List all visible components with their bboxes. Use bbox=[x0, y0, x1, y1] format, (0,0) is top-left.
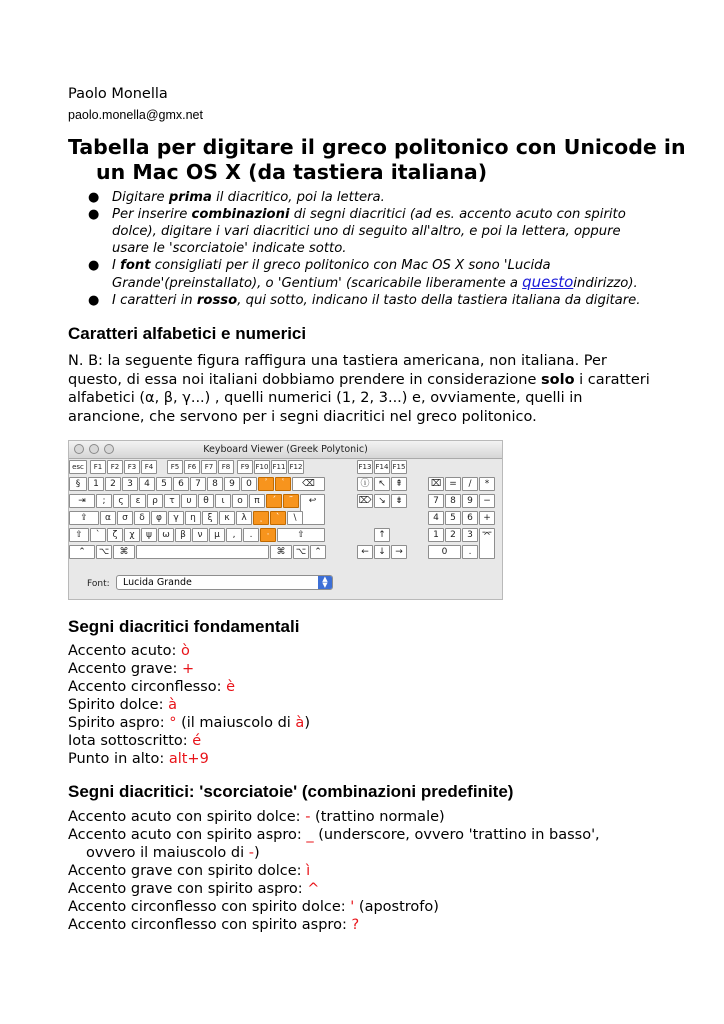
key-f[interactable]: φ bbox=[151, 511, 167, 525]
key-c[interactable]: ψ bbox=[141, 528, 157, 542]
key-q[interactable]: ; bbox=[96, 494, 112, 508]
page-title bbox=[68, 135, 688, 185]
key-num-equals[interactable]: = bbox=[445, 477, 461, 491]
key-capslock[interactable]: ⇪ bbox=[69, 511, 99, 525]
note-text: I bbox=[112, 258, 121, 273]
shortcut-label: Accento circonflesso con spirito dolce: bbox=[68, 899, 351, 915]
key-return[interactable]: ↩ bbox=[300, 494, 325, 525]
key-num-0[interactable]: 0 bbox=[428, 545, 461, 559]
key-e[interactable]: ε bbox=[130, 494, 146, 508]
key-num-7[interactable]: 7 bbox=[428, 494, 444, 508]
key-0[interactable]: 0 bbox=[241, 477, 257, 491]
paragraph-line: alfabetici (α, β, γ...) , quelli numerici (1, 2, 3...) e, ovviamente, quelli in bbox=[68, 390, 583, 406]
key-n[interactable]: ν bbox=[192, 528, 208, 542]
download-link[interactable]: questo bbox=[522, 273, 574, 291]
key-a[interactable]: α bbox=[100, 511, 116, 525]
note-text: Per inserire bbox=[112, 207, 192, 222]
key-esc[interactable]: esc bbox=[69, 460, 87, 474]
font-select-value: Lucida Grande bbox=[123, 577, 192, 588]
author-email: paolo.monella@gmx.net bbox=[68, 108, 203, 122]
note-text: il diacritico, poi la lettera. bbox=[211, 190, 385, 205]
paragraph-text: i caratteri bbox=[574, 371, 650, 388]
shortcut-note: (trattino normale) bbox=[310, 809, 445, 825]
key-command-right[interactable]: ⌘ bbox=[270, 545, 292, 559]
section-paragraph bbox=[68, 352, 668, 426]
diacritic-label: Punto in alto: bbox=[68, 751, 169, 767]
diacritic-key: è bbox=[226, 679, 236, 695]
list-item bbox=[68, 696, 310, 714]
key-f9[interactable]: F9 bbox=[237, 460, 253, 474]
diacritic-key: à bbox=[168, 697, 177, 713]
up-down-arrows-icon: ▲ ▼ bbox=[318, 576, 332, 589]
section-heading-shortcuts: Segni diacritici: 'scorciatoie' (combinazioni predefinite) bbox=[68, 782, 514, 801]
key-num-plus[interactable]: + bbox=[479, 511, 495, 525]
list-item bbox=[68, 808, 600, 826]
font-label: Font: bbox=[87, 579, 110, 589]
note-emphasis: combinazioni bbox=[191, 207, 290, 222]
key-pagedown[interactable]: ⇟ bbox=[391, 494, 407, 508]
key-arrow-left[interactable]: ← bbox=[357, 545, 373, 559]
key-shift-left[interactable]: ⇧ bbox=[69, 528, 89, 542]
key-forward-delete[interactable]: ⌦ bbox=[358, 496, 372, 506]
diacritic-label: Accento circonflesso: bbox=[68, 679, 227, 695]
diacritic-key: alt+9 bbox=[168, 751, 209, 767]
shortcut-key: _ bbox=[306, 827, 314, 843]
shortcut-label: Accento grave con spirito aspro: bbox=[68, 881, 308, 897]
list-item bbox=[68, 206, 668, 257]
note-text: Digitare bbox=[112, 190, 169, 205]
key-option-right[interactable]: ⌥ bbox=[293, 545, 309, 559]
note-text: usare le 'scorciatoie' indicate sotto. bbox=[112, 241, 347, 256]
key-control-right[interactable]: ⌃ bbox=[310, 545, 326, 559]
key-option-left[interactable]: ⌥ bbox=[96, 545, 112, 559]
list-item bbox=[68, 660, 310, 678]
list-item bbox=[68, 898, 600, 916]
key-r[interactable]: ρ bbox=[147, 494, 163, 508]
key-z[interactable]: ζ bbox=[107, 528, 123, 542]
shortcut-key: ^ bbox=[307, 881, 320, 897]
key-diacritic[interactable]: ` bbox=[270, 511, 286, 525]
note-emphasis: font bbox=[120, 258, 151, 273]
title-line-2: un Mac OS X (da tastiera italiana) bbox=[96, 160, 488, 184]
shortcut-note: (underscore, ovvero 'trattino in basso', bbox=[313, 827, 600, 843]
key-3[interactable]: 3 bbox=[122, 477, 138, 491]
paragraph-emphasis: solo bbox=[541, 371, 575, 388]
diacritic-label: Spirito aspro: bbox=[68, 715, 170, 731]
key-num-4[interactable]: 4 bbox=[428, 511, 444, 525]
diacritic-key: ° bbox=[169, 715, 177, 731]
diacritic-key: ò bbox=[180, 643, 190, 659]
key-f5[interactable]: F5 bbox=[167, 460, 183, 474]
key-num-enter[interactable]: ⌤ bbox=[479, 528, 495, 559]
key-5[interactable]: 5 bbox=[156, 477, 172, 491]
list-item bbox=[68, 189, 668, 206]
key-f1[interactable]: F1 bbox=[90, 460, 106, 474]
key-diacritic[interactable]: ῀ bbox=[283, 494, 299, 508]
key-section[interactable]: § bbox=[69, 477, 87, 491]
instructions-list bbox=[68, 189, 668, 309]
key-p[interactable]: π bbox=[249, 494, 265, 508]
key-clear[interactable]: ⌧ bbox=[428, 477, 444, 491]
key-9[interactable]: 9 bbox=[224, 477, 240, 491]
key-shift-right[interactable]: ⇧ bbox=[277, 528, 325, 542]
font-select[interactable] bbox=[116, 575, 333, 590]
list-item bbox=[68, 732, 310, 750]
diacritic-label: Accento acuto: bbox=[68, 643, 181, 659]
key-comma[interactable]: , bbox=[226, 528, 242, 542]
key-arrow-right[interactable]: → bbox=[391, 545, 407, 559]
key-pageup[interactable]: ⇞ bbox=[391, 477, 407, 491]
bullet-icon: ● bbox=[88, 207, 100, 222]
key-diacritic[interactable]: ͺ bbox=[253, 511, 269, 525]
key-6[interactable]: 6 bbox=[173, 477, 189, 491]
key-f12[interactable]: F12 bbox=[288, 460, 304, 474]
key-num-minus[interactable]: − bbox=[479, 494, 495, 508]
key-j[interactable]: ξ bbox=[202, 511, 218, 525]
bullet-icon: ● bbox=[88, 190, 100, 205]
key-2[interactable]: 2 bbox=[105, 477, 121, 491]
key-arrow-up[interactable]: ↑ bbox=[374, 528, 390, 542]
window-titlebar bbox=[69, 441, 502, 459]
key-b[interactable]: β bbox=[175, 528, 191, 542]
bullet-icon: ● bbox=[88, 293, 100, 308]
key-f15[interactable]: F15 bbox=[391, 460, 407, 474]
minimize-icon[interactable] bbox=[89, 444, 99, 454]
list-item bbox=[68, 826, 600, 844]
author-name: Paolo Monella bbox=[68, 86, 168, 102]
key-command-left[interactable]: ⌘ bbox=[113, 545, 135, 559]
key-f11[interactable]: F11 bbox=[271, 460, 287, 474]
diacritic-key: + bbox=[181, 661, 195, 677]
key-num-5[interactable]: 5 bbox=[445, 511, 461, 525]
key-f8[interactable]: F8 bbox=[218, 460, 234, 474]
key-w[interactable]: ς bbox=[113, 494, 129, 508]
key-num-3[interactable]: 3 bbox=[462, 528, 478, 542]
paragraph-line: N. B: la seguente figura raffigura una tastiera americana, non italiana. Per bbox=[68, 353, 607, 369]
key-help[interactable]: ⓘ bbox=[357, 477, 373, 491]
section-heading-diacritics: Segni diacritici fondamentali bbox=[68, 617, 300, 636]
key-f14[interactable]: F14 bbox=[374, 460, 390, 474]
shortcut-note: ovvero il maiuscolo di bbox=[86, 845, 249, 861]
note-text: I caratteri in bbox=[112, 293, 197, 308]
shortcut-key: - bbox=[305, 809, 311, 825]
key-diacritic[interactable]: ῾ bbox=[275, 477, 291, 491]
key-arrow-down[interactable]: ↓ bbox=[374, 545, 390, 559]
list-item bbox=[68, 642, 310, 660]
key-k[interactable]: κ bbox=[219, 511, 235, 525]
note-text: , qui sotto, indicano il tasto della tastiera italiana da digitare. bbox=[237, 293, 641, 308]
note-text: Grande'(preinstallato), o 'Gentium' (scaricabile liberamente a bbox=[112, 276, 523, 291]
key-grave[interactable]: ` bbox=[90, 528, 106, 542]
list-item bbox=[68, 714, 310, 732]
paragraph-line: arancione, che servono per i segni diacritici nel greco politonico. bbox=[68, 408, 537, 425]
key-y[interactable]: υ bbox=[181, 494, 197, 508]
key-num-9[interactable]: 9 bbox=[462, 494, 478, 508]
diacritic-note: (il maiuscolo di bbox=[176, 715, 296, 731]
list-item bbox=[68, 750, 310, 768]
key-tab[interactable]: ⇥ bbox=[69, 494, 95, 508]
key-u[interactable]: θ bbox=[198, 494, 214, 508]
key-diacritic[interactable]: ΄ bbox=[266, 494, 282, 508]
shortcut-note: (apostrofo) bbox=[354, 899, 439, 915]
shortcuts-list bbox=[68, 808, 600, 934]
key-o[interactable]: ο bbox=[232, 494, 248, 508]
key-num-2[interactable]: 2 bbox=[445, 528, 461, 542]
key-m[interactable]: μ bbox=[209, 528, 225, 542]
list-item bbox=[68, 916, 600, 934]
note-emphasis: prima bbox=[168, 190, 212, 205]
shortcut-key: ' bbox=[350, 899, 355, 915]
key-diacritic[interactable]: · bbox=[260, 528, 276, 542]
key-1[interactable]: 1 bbox=[88, 477, 104, 491]
diacritic-note: ) bbox=[304, 715, 310, 731]
shortcut-key: ì bbox=[306, 863, 311, 879]
key-f4[interactable]: F4 bbox=[141, 460, 157, 474]
key-end[interactable]: ↘ bbox=[374, 494, 390, 508]
key-f13[interactable]: F13 bbox=[357, 460, 373, 474]
key-control[interactable]: ⌃ bbox=[69, 545, 95, 559]
key-f6[interactable]: F6 bbox=[184, 460, 200, 474]
list-item bbox=[68, 292, 668, 309]
list-item bbox=[68, 844, 600, 862]
key-x[interactable]: χ bbox=[124, 528, 140, 542]
window-title: Keyboard Viewer (Greek Polytonic) bbox=[203, 444, 368, 455]
key-7[interactable]: 7 bbox=[190, 477, 206, 491]
note-text: dolce), digitare i vari diacritici uno di seguito all'altro, e poi la lettera, oppure bbox=[112, 224, 621, 239]
diacritic-key: à bbox=[295, 715, 305, 731]
shortcut-key: ? bbox=[351, 917, 360, 933]
note-text: di segni diacritici (ad es. accento acuto con spirito bbox=[289, 207, 626, 222]
key-t[interactable]: τ bbox=[164, 494, 180, 508]
diacritic-key: é bbox=[192, 733, 202, 749]
key-num-1[interactable]: 1 bbox=[428, 528, 444, 542]
key-g[interactable]: γ bbox=[168, 511, 184, 525]
note-text: indirizzo). bbox=[573, 276, 638, 291]
key-i[interactable]: ι bbox=[215, 494, 231, 508]
shortcut-label: Accento acuto con spirito aspro: bbox=[68, 827, 307, 843]
diacritic-label: Iota sottoscritto: bbox=[68, 733, 193, 749]
key-v[interactable]: ω bbox=[158, 528, 174, 542]
list-item bbox=[68, 257, 668, 292]
key-num-decimal[interactable]: . bbox=[462, 545, 478, 559]
key-f3[interactable]: F3 bbox=[124, 460, 140, 474]
key-s[interactable]: σ bbox=[117, 511, 133, 525]
keyboard-viewer-window bbox=[68, 440, 503, 600]
key-8[interactable]: 8 bbox=[207, 477, 223, 491]
diacritics-list bbox=[68, 642, 310, 768]
shortcut-label: Accento acuto con spirito dolce: bbox=[68, 809, 306, 825]
note-text: consigliati per il greco politonico con Mac OS X sono 'Lucida bbox=[150, 258, 551, 273]
paragraph-text: questo, di essa noi italiani dobbiamo prendere in considerazione bbox=[68, 371, 541, 388]
key-f10[interactable]: F10 bbox=[254, 460, 270, 474]
key-backslash[interactable]: \ bbox=[287, 511, 303, 525]
key-num-8[interactable]: 8 bbox=[445, 494, 461, 508]
title-line-1: Tabella per digitare il greco politonico con Unicode in bbox=[68, 135, 686, 159]
key-f7[interactable]: F7 bbox=[201, 460, 217, 474]
close-icon[interactable] bbox=[74, 444, 84, 454]
key-period[interactable]: . bbox=[243, 528, 259, 542]
list-item bbox=[68, 862, 600, 880]
shortcut-label: Accento grave con spirito dolce: bbox=[68, 863, 307, 879]
diacritic-label: Accento grave: bbox=[68, 661, 182, 677]
diacritic-label: Spirito dolce: bbox=[68, 697, 169, 713]
key-num-6[interactable]: 6 bbox=[462, 511, 478, 525]
key-f2[interactable]: F2 bbox=[107, 460, 123, 474]
note-emphasis: rosso bbox=[196, 293, 238, 308]
section-heading-alphabet: Caratteri alfabetici e numerici bbox=[68, 324, 307, 343]
key-diacritic[interactable]: ᾿ bbox=[258, 477, 274, 491]
key-delete[interactable]: ⌫ bbox=[292, 477, 325, 491]
list-item bbox=[68, 880, 600, 898]
shortcut-key: - bbox=[248, 845, 254, 861]
shortcut-label: Accento circonflesso con spirito aspro: bbox=[68, 917, 352, 933]
key-space[interactable] bbox=[136, 545, 269, 559]
zoom-icon[interactable] bbox=[104, 444, 114, 454]
key-l[interactable]: λ bbox=[236, 511, 252, 525]
key-4[interactable]: 4 bbox=[139, 477, 155, 491]
key-home[interactable]: ↖ bbox=[374, 477, 390, 491]
key-d[interactable]: δ bbox=[134, 511, 150, 525]
bullet-icon: ● bbox=[88, 258, 100, 273]
shortcut-note: ) bbox=[253, 845, 260, 861]
key-num-divide[interactable]: / bbox=[462, 477, 478, 491]
key-h[interactable]: η bbox=[185, 511, 201, 525]
key-num-multiply[interactable]: * bbox=[479, 477, 495, 491]
list-item bbox=[68, 678, 310, 696]
